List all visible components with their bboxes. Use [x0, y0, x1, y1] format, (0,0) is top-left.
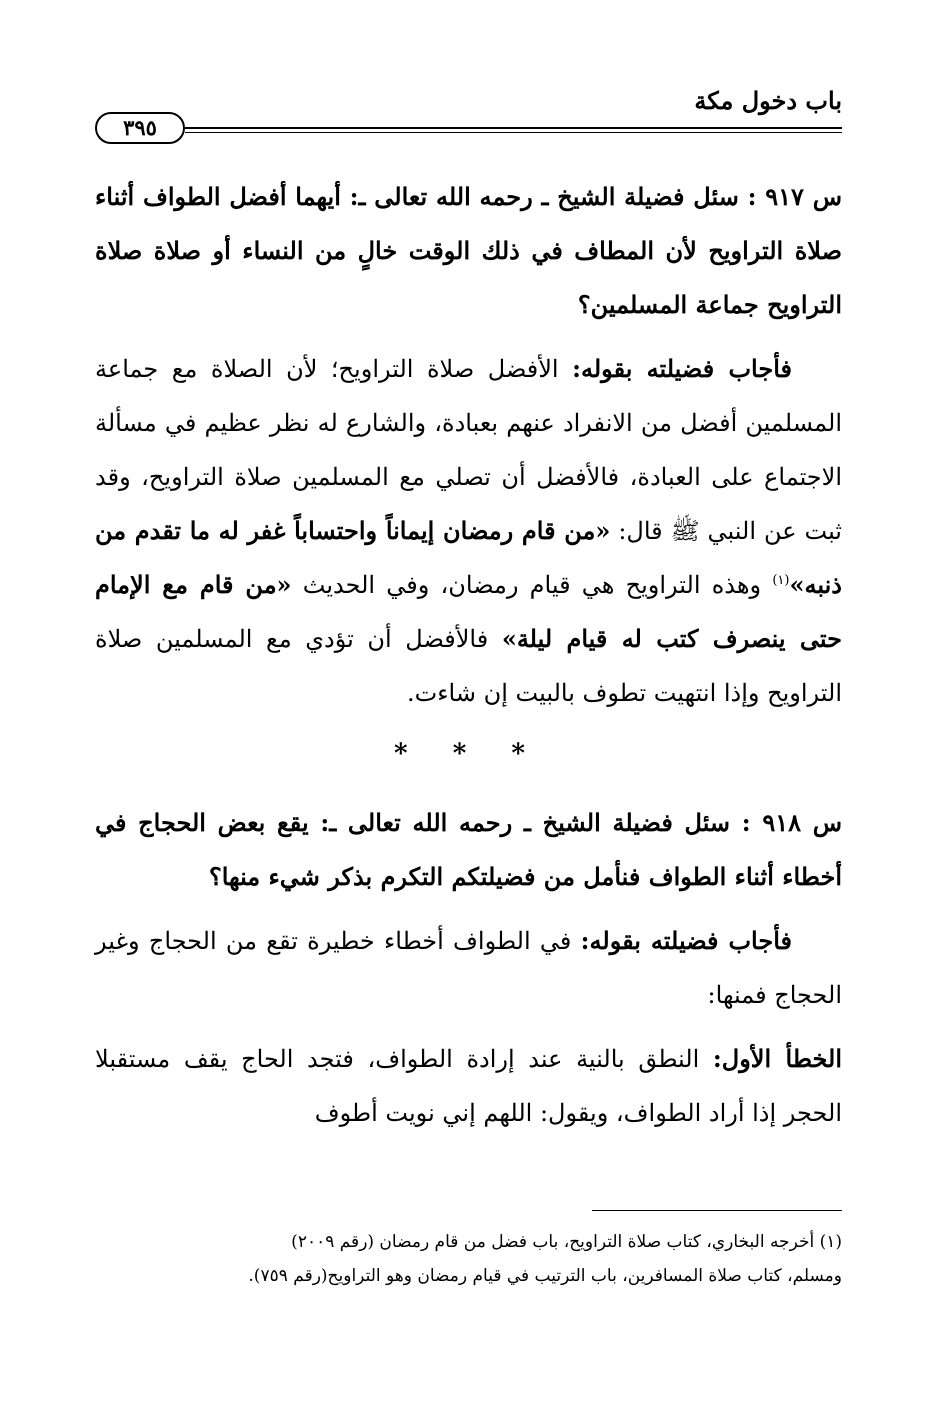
page-header	[95, 82, 842, 140]
header-rule	[185, 127, 842, 133]
answer-lead: فأجاب فضيلته بقوله:	[572, 354, 792, 383]
page-number: ٣٩٥	[95, 112, 185, 144]
error-item-1	[95, 1032, 842, 1140]
question-text: سئل فضيلة الشيخ ـ رحمه الله تعالى ـ: أيهما أفضل الطواف أثناء صلاة التراويح لأن المطاف في ذلك الوقت خالٍ من النساء أو صلاة صلاة التراويح جماعة المسلمين؟	[95, 182, 842, 319]
footnote-line: ومسلم، كتاب صلاة المسافرين، باب الترتيب في قيام رمضان وهو التراويح(رقم ٧٥٩).	[248, 1266, 842, 1286]
hadith-quote: «من قام مع الإمام حتى ينصرف كتب له قيام ليلة»	[95, 570, 842, 653]
error-text: النطق بالنية عند إرادة الطواف، فتجد الحاج يقف مستقبلا الحجر إذا أراد الطواف، ويقول: اللهم إني نويت أطوف	[95, 1045, 842, 1127]
question-label: س ٩١٨ :	[741, 808, 843, 837]
answer-lead: فأجاب فضيلته بقوله:	[580, 926, 792, 955]
answer-text: فالأفضل أن تؤدي مع المسلمين صلاة التراويح وإذا انتهيت تطوف بالبيت إن شاءت.	[95, 625, 842, 707]
answer-text: في الطواف أخطاء خطيرة تقع من الحجاج وغير الحجاج فمنها:	[95, 927, 842, 1009]
footnotes	[95, 1210, 842, 1293]
footnote-ref: (١)	[772, 573, 790, 588]
section-separator: * * *	[394, 739, 543, 769]
question-917	[95, 170, 842, 332]
footnote-rule	[592, 1210, 842, 1211]
answer-text: وهذه التراويح هي قيام رمضان، وفي الحديث	[302, 571, 762, 599]
question-918	[95, 796, 842, 904]
question-label: س ٩١٧ :	[747, 182, 842, 211]
chapter-title: باب دخول مكة	[694, 86, 842, 115]
page-content	[95, 170, 842, 1150]
footnote-line: (١) أخرجه البخاري، كتاب صلاة التراويح، باب فضل من قام رمضان (رقم ٢٠٠٩)	[291, 1232, 842, 1252]
answer-917	[95, 342, 842, 720]
error-label: الخطأ الأول:	[712, 1044, 842, 1073]
answer-text: الأفضل صلاة التراويح؛ لأن الصلاة مع جماعة المسلمين أفضل من الانفراد عنهم بعبادة، والشارع له نظر عظيم في مسألة الاجتماع على العبادة، فالأفضل أن تصلي مع المسلمين صلاة التراويح، وقد ثبت عن النبي ﷺ قال:	[95, 355, 842, 545]
question-text: سئل فضيلة الشيخ ـ رحمه الله تعالى ـ: يقع بعض الحجاج في أخطاء أثناء الطواف فنأمل من فضيلتكم التكرم بذكر شيء منها؟	[95, 808, 842, 891]
answer-918	[95, 914, 842, 1022]
book-page	[95, 70, 842, 1331]
hadith-quote: «من قام رمضان إيماناً واحتساباً غفر له ما تقدم من ذنبه»	[95, 516, 842, 599]
